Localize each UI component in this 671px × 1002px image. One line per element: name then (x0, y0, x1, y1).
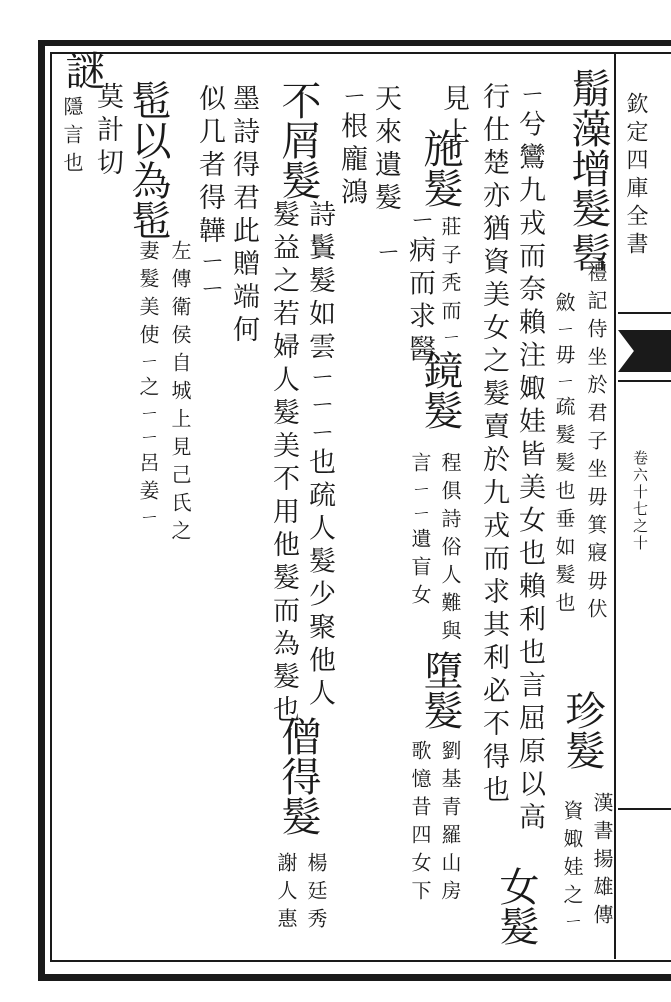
entry-text: 楊廷秀 (304, 852, 328, 936)
entry-text: 妻髮美使ㄧ之ㄧㄧ呂姜ㄧ (136, 240, 160, 532)
entry-text: 莊子秃而ㄧ (438, 216, 462, 352)
entry-text: 斂ㄧ毋ㄧ疏髮髪也垂如髮也 (552, 292, 576, 620)
entry-head: 僧得髮 (275, 716, 321, 836)
entry-text: 左傳衛侯自城上見己氏之 (168, 240, 192, 548)
entry-text: ㄧ兮鸞九戎而奈賴注娵娃皆美女也賴利也言屈原以高 (514, 82, 545, 836)
entry-text: 歌憶昔四女下 (408, 740, 432, 908)
entry-text: 漢書揚雄傳 (590, 792, 614, 932)
entry-text: 墨詩得君此贈端何 (228, 84, 259, 348)
margin-rule-top (618, 312, 671, 314)
entry-head: 墮髮 (417, 650, 463, 730)
entry-head: 不屑髮 (275, 80, 321, 200)
entry-text: 資娵娃之ㄧ (560, 800, 584, 936)
margin-divider (614, 54, 616, 959)
entry-text: 詩鬒髮如雲ㄧㄧㄧ也疏人髮少聚他人 (304, 200, 335, 712)
entry-text: ㄧ根龐鴻 (336, 84, 367, 211)
margin-rule-low (618, 808, 671, 810)
entry-text: 行仕楚亦猶資美女之髮賣於九戎而求其利必不得也 (478, 82, 509, 808)
entry-text: 似几者得韡ㄧㄧ (194, 84, 225, 305)
entry-text: 言ㄧㄧ遺盲女 (408, 452, 432, 612)
entry-text: 程俱詩俗人難與 (438, 452, 462, 648)
entry-text: 見上 (438, 84, 469, 150)
entry-text: ㄧ (370, 240, 401, 268)
margin-book-title: 欽定四庫全書 (623, 92, 648, 260)
margin-volume: 卷六十七之十 (631, 450, 649, 552)
entry-head: 髢以為髢 (125, 80, 171, 240)
entry-term: 謎 (59, 50, 105, 90)
entry-head: 女髮 (493, 866, 539, 946)
entry-text: 髮益之若婦人髮美不用他髮而為髮也 (268, 200, 299, 728)
entry-reading: 莫計切 (92, 82, 123, 181)
entry-text: 禮記侍坐於君子坐毋箕寢毋伏 (584, 262, 608, 626)
margin-rule-bottom (618, 380, 671, 382)
entry-head: 施髮 (417, 128, 463, 208)
entry-head: 鏡髮 (417, 350, 463, 430)
entry-text: ㄧ病而求醫 (404, 208, 435, 368)
entry-head: 珍髮 (559, 690, 605, 770)
entry-gloss: 隱言也 (60, 96, 84, 180)
entry-head: 髫 (565, 232, 611, 272)
entry-head: 鬅藻增髮 (565, 68, 611, 228)
entry-text: 謝人惠 (274, 852, 298, 936)
entry-text: 天來遺髮 (370, 84, 401, 216)
entry-text: 劉基青羅山房 (438, 740, 462, 908)
